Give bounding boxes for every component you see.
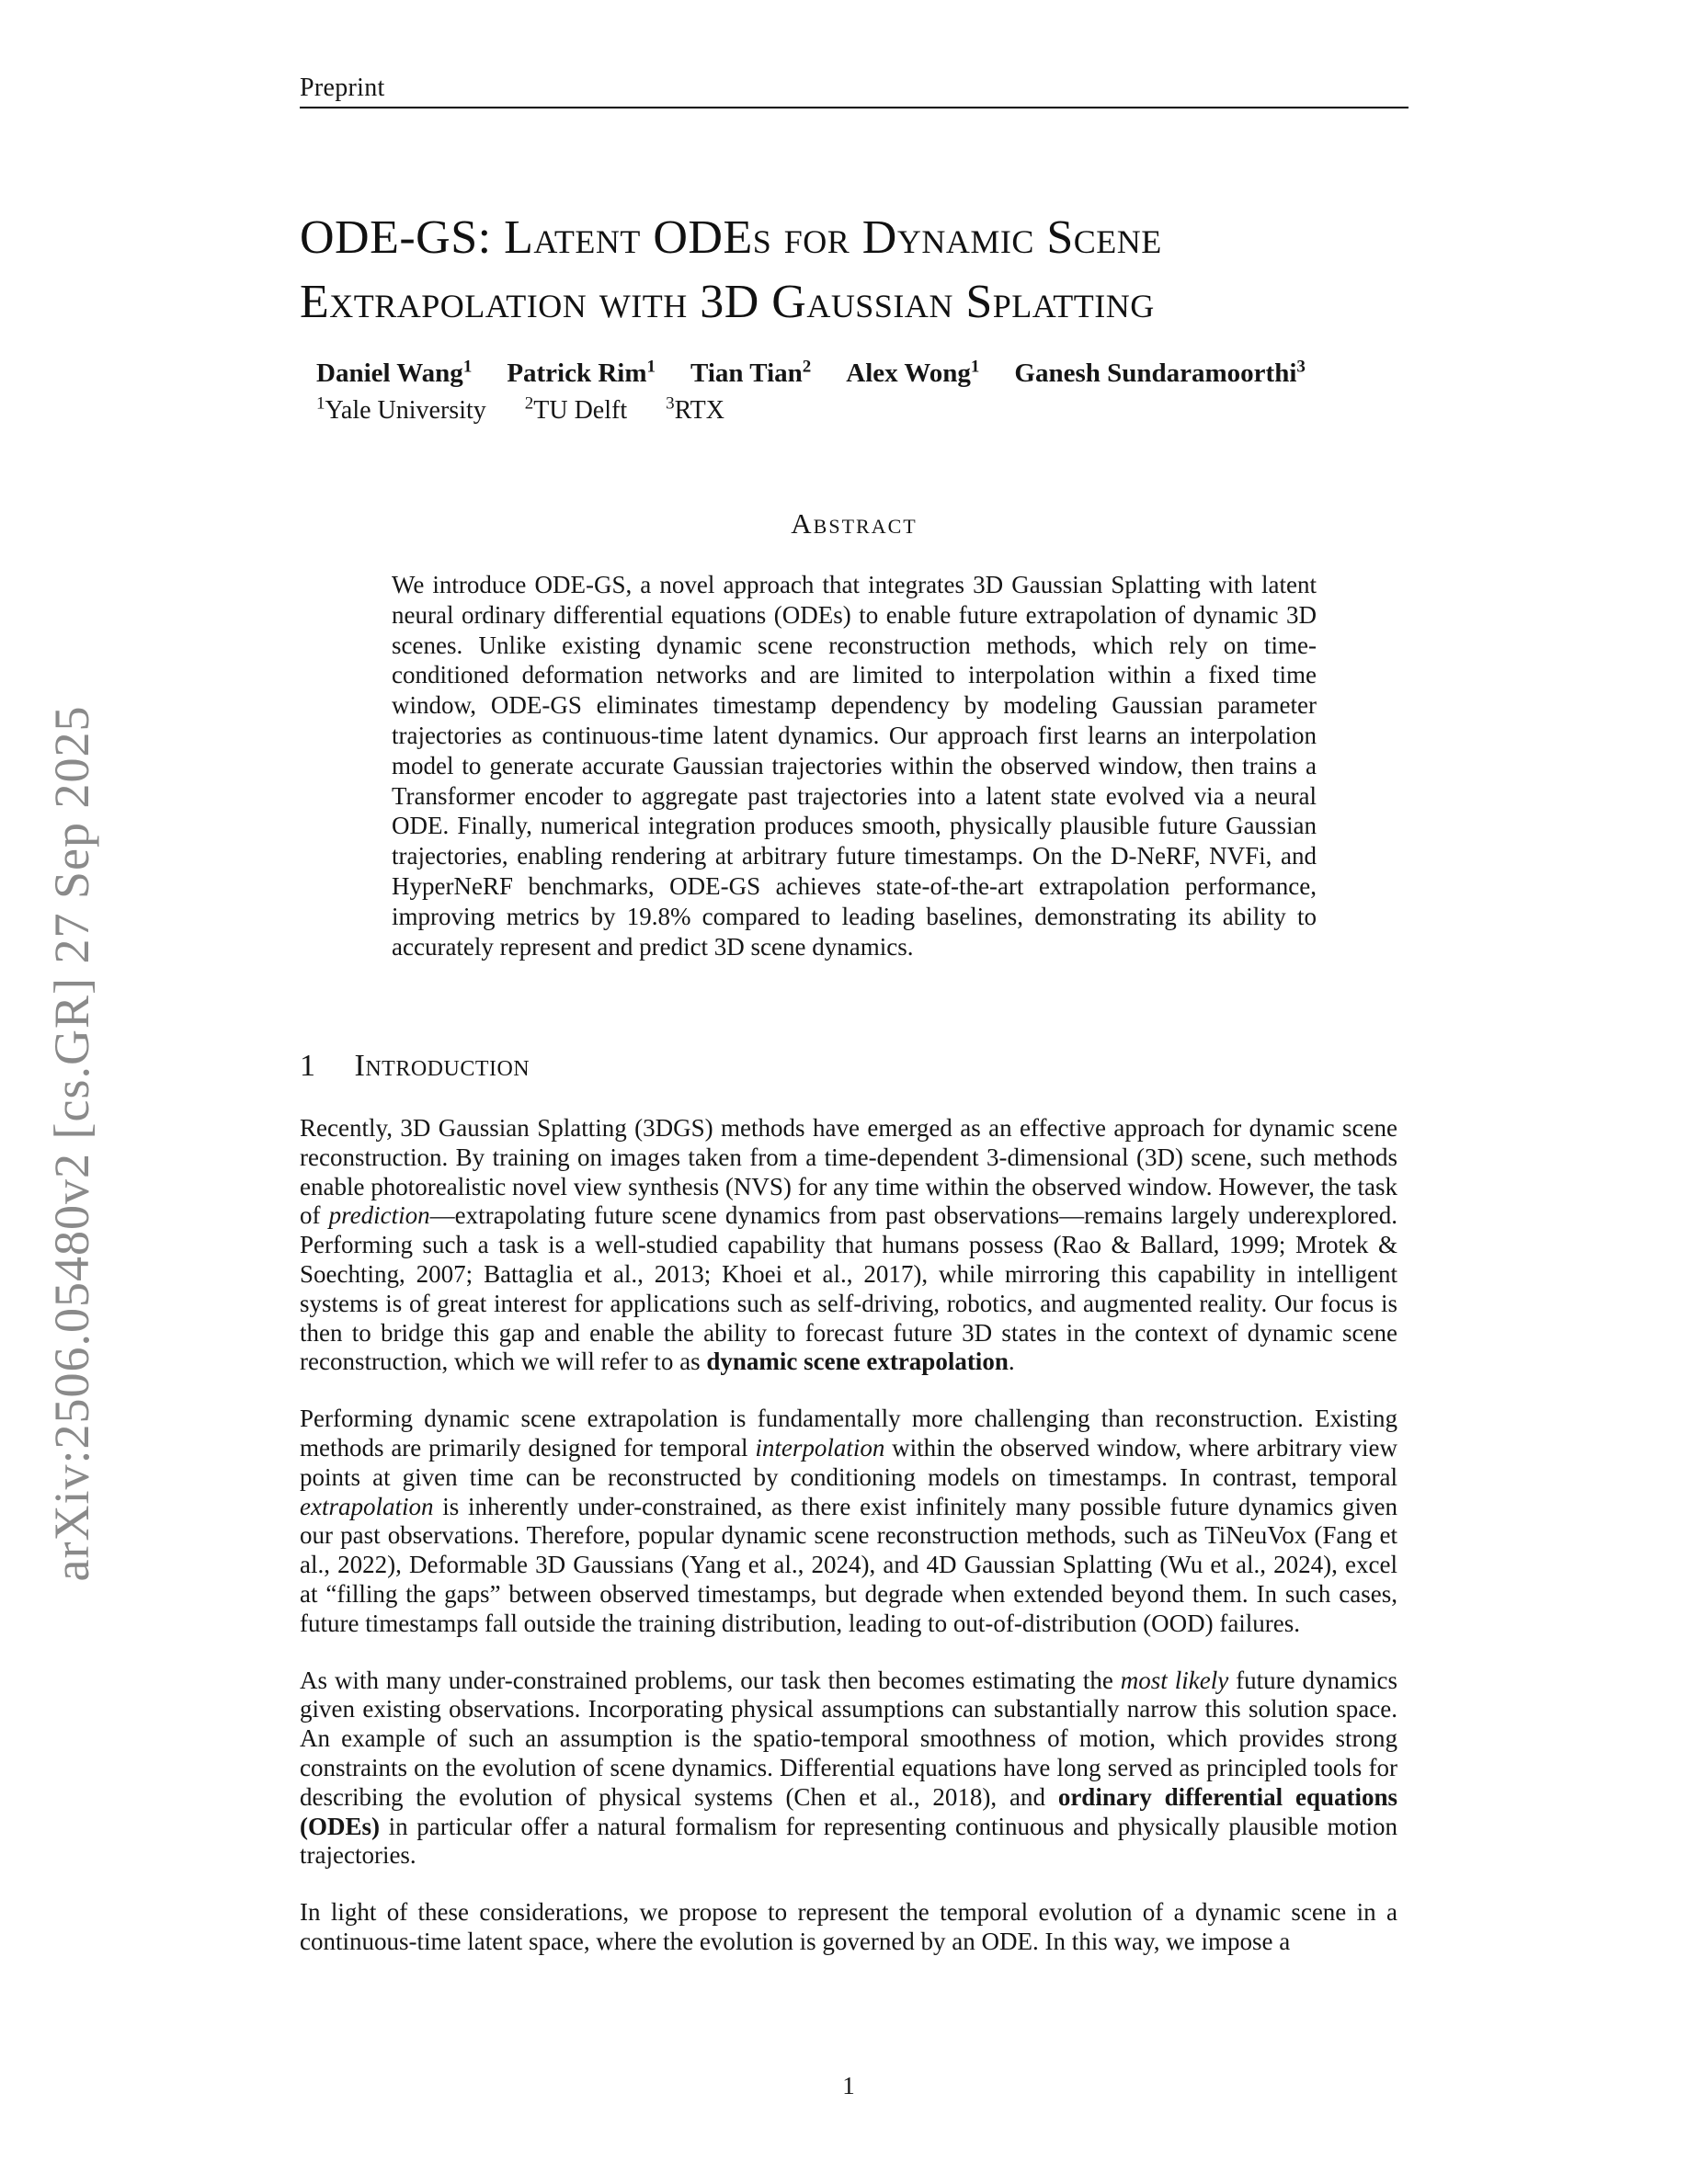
abstract-text: We introduce ODE-GS, a novel approach that integrates 3D Gaussian Splatting with latent neural ordinary differential equations (ODEs) to enable future extrapolation of dynamic 3D scenes. Unlike existing dynamic scene reconstruction methods, which rely on time-conditioned deformation networks and are limited to interpolation within a fixed time window, ODE-GS eliminates timestamp dependency by modeling Gaussian parameter trajectories as continuous-time latent dynamics. Our approach first learns an interpolation model to generate accurate Gaussian trajectories within the observed window, then trains a Transformer encoder to aggregate past trajectories into a latent state evolved via a neural ODE. Finally, numerical integration produces smooth, physically plausible future Gaussian trajectories, enabling rendering at arbitrary future timestamps. On the D-NeRF, NVFi, and HyperNeRF benchmarks, ODE-GS achieves state-of-the-art extrapolation performance, improving metrics by 19.8% compared to leading baselines, demonstrating its ability to accurately represent and predict 3D scene dynamics. bbox=[392, 571, 1317, 961]
paragraph-text-italic: most likely bbox=[1120, 1666, 1229, 1694]
section-title: Introduction bbox=[354, 1049, 530, 1083]
paragraph-text: —extrapolating future scene dynamics from past observations—remains largely underexplored. Performing such a task is a well-studied capability that humans possess (Rao & Ballard, 1999; Mrotek & Soechting, 2007; Battaglia et al., 2013; Khoei et al., 2017), while mirroring this capability in intelligent systems is of great interest for applications such as self-driving, robotics, and augmented reality. Our focus is then to bridge this gap and enable the ability to forecast future 3D states in the context of dynamic scene reconstruction, which we will refer to as bbox=[300, 1201, 1398, 1376]
paragraph-text-italic: extrapolation bbox=[300, 1492, 434, 1520]
paragraph-text: As with many under-constrained problems, our task then becomes estimating the bbox=[300, 1666, 1121, 1694]
author-name: Ganesh Sundaramoorthi bbox=[1014, 358, 1297, 388]
abstract-heading: Abstract bbox=[791, 507, 918, 540]
paragraph-text-italic: interpolation bbox=[755, 1433, 885, 1462]
paragraph-text: Performing dynamic scene extrapolation is fundamentally more challenging than reconstruction. Existing methods are primarily designed for temporal bbox=[300, 1405, 1397, 1462]
author-name: Alex Wong bbox=[846, 358, 971, 388]
introduction-section bbox=[300, 1048, 1397, 1985]
author-name: Tian Tian bbox=[690, 358, 803, 388]
affiliation bbox=[525, 396, 627, 425]
intro-paragraph-1 bbox=[300, 1114, 1397, 1377]
affiliation bbox=[666, 396, 724, 425]
author bbox=[316, 358, 472, 388]
author-name: Patrick Rim bbox=[507, 358, 647, 388]
section-number: 1 bbox=[300, 1049, 316, 1083]
introduction-heading bbox=[300, 1048, 1397, 1085]
affiliation-sup: 3 bbox=[666, 394, 675, 414]
author bbox=[1014, 358, 1305, 388]
author-affil-sup: 1 bbox=[646, 357, 656, 376]
intro-paragraph-4 bbox=[300, 1898, 1397, 1957]
preprint-label: Preprint bbox=[300, 74, 385, 102]
paragraph-text: is inherently under-constrained, as there exist infinitely many possible future dynamics given our past observations. Therefore, popular dynamic scene reconstruction methods, such as TiNeuVox (Fang et al., 2022), Deformable 3D Gaussians (Yang et al., 2024), and 4D Gaussian Splatting (Wu et al., 2024), excel at “filling the gaps” between observed timestamps, but degrade when extended beyond them. In such cases, future timestamps fall outside the training distribution, leading to out-of-distribution (OOD) failures. bbox=[300, 1492, 1397, 1637]
intro-paragraph-2 bbox=[300, 1405, 1397, 1638]
affiliation-sup: 2 bbox=[524, 394, 534, 414]
paragraph-text: in particular offer a natural formalism for representing continuous and physically plausible motion trajectories. bbox=[300, 1812, 1397, 1870]
author-affil-sup: 2 bbox=[802, 357, 812, 376]
affiliation bbox=[316, 396, 486, 425]
author-affil-sup: 3 bbox=[1296, 357, 1306, 376]
affiliation-list bbox=[316, 394, 763, 426]
intro-paragraph-3 bbox=[300, 1666, 1397, 1871]
author-list bbox=[316, 357, 1340, 389]
arxiv-watermark: arXiv:2506.05480v2 [cs.GR] 27 Sep 2025 bbox=[44, 705, 99, 1582]
affiliation-sup: 1 bbox=[316, 394, 325, 414]
affiliation-name: TU Delft bbox=[533, 396, 628, 426]
title-line-2: Extrapolation with 3D Gaussian Splatting bbox=[300, 276, 1155, 328]
paragraph-text-bold: dynamic scene extrapolation bbox=[706, 1348, 1009, 1376]
title-line-1: ODE-GS: Latent ODEs for Dynamic Scene bbox=[300, 211, 1162, 264]
paragraph-text: within the observed window, where arbitrary view points at given time can be reconstructed by conditioning models on timestamps. In contrast, temporal bbox=[300, 1433, 1397, 1491]
paragraph-text: future dynamics given existing observations. Incorporating physical assumptions can substantially narrow this solution space. An example of such an assumption is the spatio-temporal smoothness of motion, which provides strong constraints on the evolution of scene dynamics. Differential equations have long served as principled tools for describing the evolution of physical systems (Chen et al., 2018), and bbox=[300, 1666, 1397, 1811]
header-rule bbox=[300, 107, 1409, 108]
paragraph-text: . bbox=[1008, 1348, 1015, 1376]
paper-title bbox=[300, 206, 1397, 335]
paragraph-text-bold: ordinary differential equations (ODEs) bbox=[300, 1782, 1397, 1840]
author-name: Daniel Wang bbox=[316, 358, 463, 388]
author-affil-sup: 1 bbox=[970, 357, 980, 376]
affiliation-name: Yale University bbox=[325, 396, 486, 426]
paragraph-text-italic: prediction bbox=[328, 1201, 430, 1230]
affiliation-name: RTX bbox=[674, 396, 724, 426]
paragraph-text: Recently, 3D Gaussian Splatting (3DGS) methods have emerged as an effective approach for dynamic scene reconstruction. By training on images taken from a time-dependent 3-dimensional (3D) scene, such methods enable photorealistic novel view synthesis (NVS) for any time within the observed window. However, the task of bbox=[300, 1114, 1397, 1230]
paragraph-text: In light of these considerations, we propose to represent the temporal evolution of a dynamic scene in a continuous-time latent space, where the evolution is governed by an ODE. In this way, we impose a bbox=[300, 1898, 1397, 1955]
running-header bbox=[300, 74, 385, 103]
author-affil-sup: 1 bbox=[462, 357, 473, 376]
author bbox=[507, 358, 656, 388]
author bbox=[690, 358, 811, 388]
author bbox=[846, 358, 979, 388]
page-number: 1 bbox=[842, 2072, 855, 2099]
abstract-section bbox=[392, 507, 1317, 961]
